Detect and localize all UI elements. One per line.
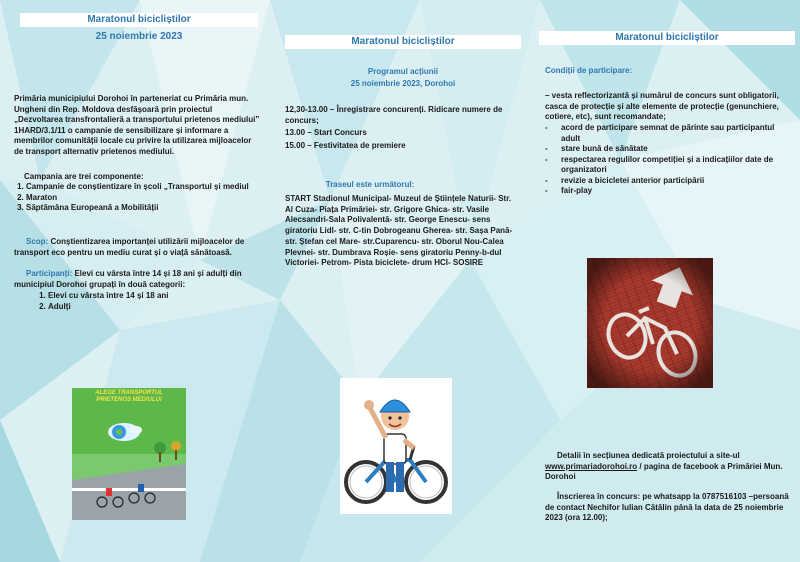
list-item: - stare bună de sănătate bbox=[545, 144, 795, 155]
schedule-list bbox=[285, 105, 519, 151]
panel-title: Maratonul bicicliștilor bbox=[539, 31, 795, 45]
route-description: START Stadionul Municipal- Muzeul de Științele Naturii- Str. Al Cuza- Piața Primăriei- str. Grigore Ghica- str. Vasile Alecsandri-Sala Polivalentă- str. George Enescu- sens giratoriu Lidl- str. C-tin Dobrogeanu Gherea- str. Sașa Pană- str. Ștefan cel Mare- str.Cuparencu- str. Oborul Nou-Calea Plevnei- str. Dumbrava Roșie- sens giratoriu Penny-b-dul Victoriei- Petrom- Pista biciclete- drum HCI- SOSIRE bbox=[285, 194, 513, 268]
conditions-title: Condiții de participare: bbox=[545, 66, 633, 75]
program-date: 25 noiembrie 2023, Dorohoi bbox=[350, 79, 456, 88]
bike-lane-photo bbox=[587, 258, 713, 388]
bike-lane-illustration bbox=[587, 258, 713, 388]
panel-middle bbox=[270, 0, 532, 562]
conditions-intro: – vesta reflectorizantă și numărul de concurs sunt obligatorii, casca de protecție și alte elemente de protecție (genunchiere, cotiere, etc), sunt recomandate; bbox=[545, 91, 779, 121]
route-title: Traseul este următorul: bbox=[325, 180, 415, 189]
list-item: 2. Adulți bbox=[48, 302, 262, 313]
poster-text: ALEGE TRANSPORTUL PRIETENOS MEDIULUI bbox=[95, 390, 163, 403]
panel-right bbox=[535, 0, 800, 562]
list-item: - fair-play bbox=[545, 186, 795, 197]
list-item: 1. Elevi cu vârsta între 14 și 18 ani bbox=[48, 291, 262, 302]
scope-paragraph bbox=[14, 237, 262, 258]
website-link[interactable]: www.primariadorohoi.ro bbox=[545, 461, 638, 471]
list-item: 3. Săptămâna Europeană a Mobilității bbox=[26, 203, 262, 214]
panel-left bbox=[0, 0, 265, 562]
list-item: 2. Maraton bbox=[26, 193, 262, 204]
registration-paragraph bbox=[545, 492, 797, 524]
panel-title: Maratonul bicicliștilor bbox=[285, 35, 521, 49]
poster-illustration bbox=[72, 388, 186, 520]
schedule-item: 12,30-13.00 – Înregistrare concurenți. Ridicare numere de concurs; bbox=[285, 105, 503, 125]
list-item: - respectarea regulilor competiției și a indicațiilor date de organizatori bbox=[545, 155, 795, 176]
program-title: Programul acțiunii bbox=[367, 67, 439, 76]
facebook-text: / pagina de facebook a Primăriei Mun. Dorohoi bbox=[545, 461, 783, 481]
cyclist-boy-illustration bbox=[340, 378, 452, 514]
schedule-item: 15.00 – Festivitatea de premiere bbox=[285, 140, 406, 150]
intro-paragraph: Primăria municipiului Dorohoi în parteneriat cu Primăria mun. Ungheni din Rep. Moldova desfășoară prin proiectul „Dezvoltarea transfrontalieră a transportului prietenos mediului” 1HARD/3.1/11 o campanie de sensibilizare și informare a membrilor comunității locale cu privire la utilizarea mijloacelor de transport alternativ prietenos mediului. bbox=[14, 94, 260, 156]
categories-list bbox=[12, 291, 262, 312]
event-date: 25 noiembrie 2023 bbox=[95, 31, 183, 42]
list-item: 1. Campanie de conștientizare în școli „Transportul și mediul bbox=[26, 182, 262, 193]
details-paragraph bbox=[545, 451, 795, 483]
registration-text: Înscrierea în concurs: pe whatsapp la 0787516103 –persoană de contact Nechifor Iulian Cătălin până la data de 25 noiembrie 2023 (ora 12.00); bbox=[545, 492, 789, 522]
list-item: - acord de participare semnat de părinte sau participantul adult bbox=[545, 123, 795, 144]
panel-title: Maratonul bicicliștilor bbox=[20, 13, 258, 27]
components-list bbox=[0, 182, 262, 214]
schedule-item: 13.00 – Start Concurs bbox=[285, 128, 367, 137]
scope-label: Scop: bbox=[26, 237, 49, 246]
list-item: - revizie a bicicletei anterior participării bbox=[545, 176, 795, 187]
cyclist-boy-picture bbox=[340, 378, 452, 514]
participants-text: Elevi cu vârsta între 14 și 18 ani și adulți din municipiul Dorohoi grupați în două categorii: bbox=[14, 269, 242, 289]
eco-transport-poster bbox=[72, 388, 186, 520]
scope-text: Conștientizarea importanței utilizării mijloacelor de transport eco pentru un mediu curat și o viață sănătoasă. bbox=[14, 237, 245, 257]
participants-label: Participanți: bbox=[26, 269, 73, 278]
participants-paragraph bbox=[14, 269, 262, 290]
details-text: Detalii în secțiunea dedicată proiectului a site-ul bbox=[557, 451, 740, 460]
conditions-list bbox=[545, 123, 795, 197]
components-title: Campania are trei componente: bbox=[24, 172, 144, 181]
